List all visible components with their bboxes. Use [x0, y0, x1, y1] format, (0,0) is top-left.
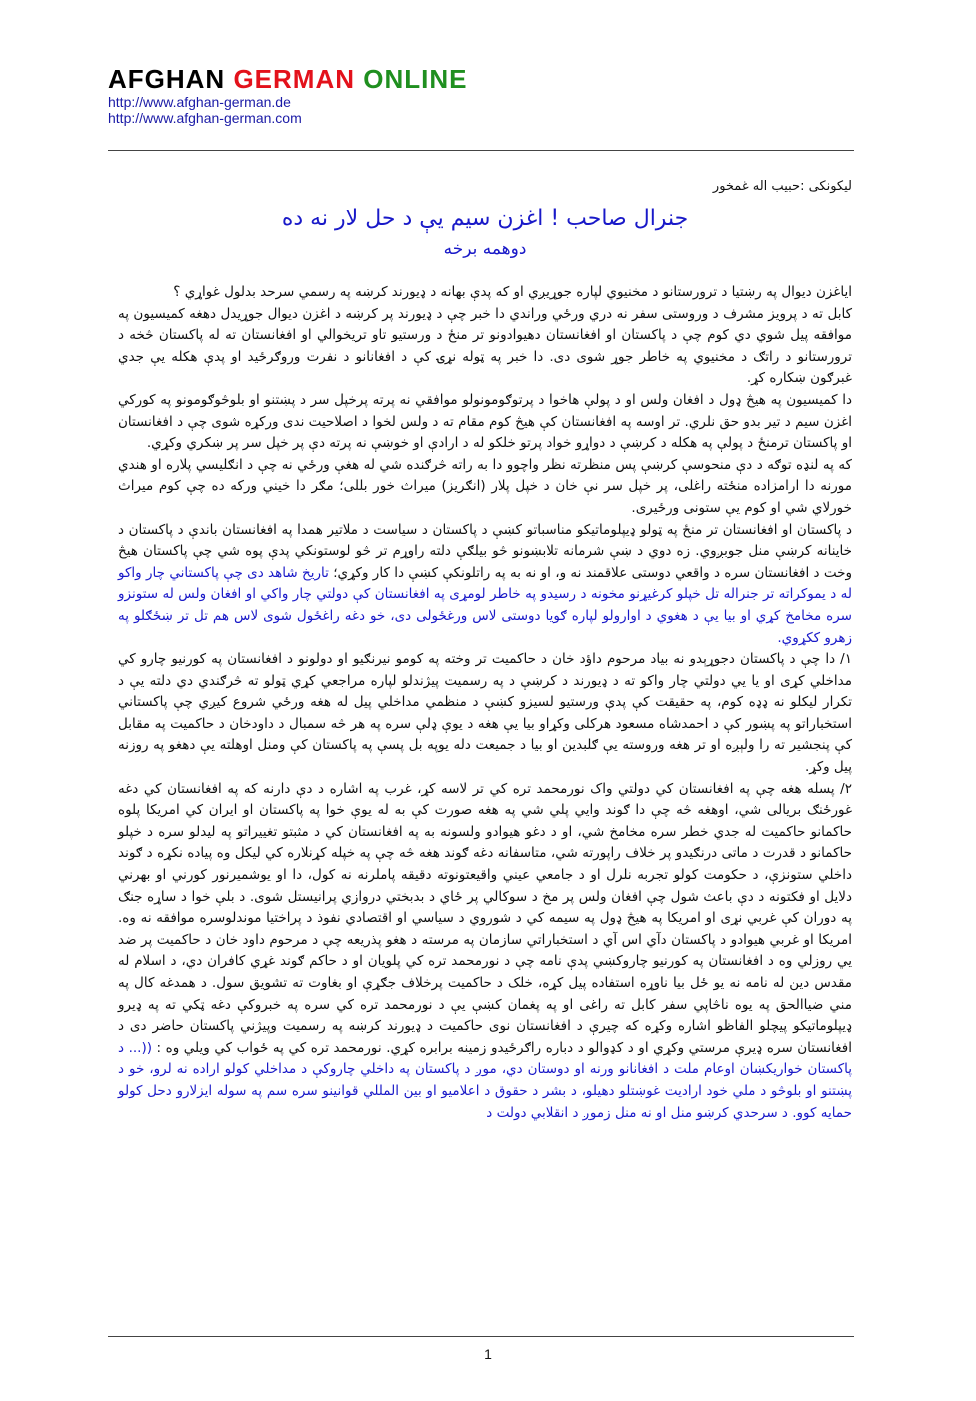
paragraph-quote: ((... د پاکستان خواريکښان اوعام ملت د افغانانو ورنه او دوستان دي، موږ د پاکستان په داخلي چاروکې د مداخلي کولو اراده نه لرو، خو د پښتنو او بلوڅو د ملي خود ارادیت غوښتلو دهيلو، د بشر د حقوق د اعلاميو او بين المللي قوانينو سره سم په سوله ايزلارو دحل کولو حمايه کوو. د سرحدي کرښو منل او نه منل زموږ د انقلابي دولت د	[118, 1039, 852, 1121]
paragraph-5	[118, 520, 852, 650]
site-logo	[108, 64, 868, 94]
paragraph-text: دا کميسيون په هيڅ ډول د افغان ولس او د پولې هاخوا د پرتوګومونولو موافقي نه پرته پرخپل سر د پښتنو او بلوڅوګومونو په کورکي اغزن سيم د تير بدو حق نلري. تر اوسه په افغانستان کې هيڅ کوم مقام ته د ولس لخوا د اصلاحيت ندی ورکړه شوی چې د افغانستان او پاکستان ترمنځ د پولې په هکله د کرښې د دواړو خواد پرتو خلکو له د ارادې او خوښې نه پرته دې پر خپل سر پر ښکري وکړي.	[118, 391, 852, 452]
url-de-link[interactable]: http://www.afghan-german.de	[108, 94, 291, 110]
paragraph-text: اياغزن ديوال په رښتيا د ترورستانو د مخنيوي لپاره جوړيږي او که پدې بهانه د ډيورند کرښه په رسمي سرحد بدلول غواړي ؟	[173, 284, 852, 300]
paragraph-4	[118, 455, 852, 520]
paragraph-text: که په لنډه توګه د دې منحوسې کرښې پس منظرته نظر واچوو دا به راته څرګنده شي له هغې ورځي نه چې د انګليسي پلاره او هندي مورنه دا ارامزاده منځته راغلی، پر خپل سر نې خان د خپل پلار (انګريز) ميراث خور بللی؛ مګر دا خيني ورکه ده چې کوم ميراث خورلاي شي او کوم يې ستونی ورځيری.	[118, 456, 852, 516]
page-number: 1	[484, 1346, 492, 1362]
paragraph-text: ۱/ دا چې د پاکستان دجوړېدو نه بياد مرحوم داؤد خان د حاکميت تر وخته په کومو نيرنګيو او دولونو د افغانستان په کورنيو چارو کي مداخلي کړی او يا يي دولتي چار واکو ته د ډيورند د کرښې د په رسميت پيژندلو لپاره مراجعي کړي ټولو ته څرګندي دي دلته يې د تکرار ليکلو نه ډډه کوم، په حقيقت کې پدې ورستيو لسيزو کښې د منظمي مداخلي پيل له هغه ورځي شروع کيږي چې پاکستاني استخباراتو په پښور کې د احمدشاه مسعود هرکلی وکړاو بيا يې هغه د يوې ډلې سره په هر څه سمبال د داودخان د حاکميت په مقابل کې پنجشير ته را ولېږه او تر هغه وروسته يې ګلبدين او بيا د جميعت دله يوپه بل پسې په پاکستان کې ومنل اوهلته يې دهغو په روزنه پيل وکړ.	[118, 651, 852, 776]
article-subtitle: دوهمه برخه	[443, 239, 527, 259]
header-divider	[108, 150, 854, 151]
paragraph-1	[118, 282, 852, 304]
paragraph-text: ۲/ پسله هغه چې په افغانستان کي دولتي واک نورمحمد تره کي تر لاسه کړ، غرب په اشاره د دې دارنه که په افغانستان کي دغه غورځنګ بريالی شي، اوهغه څه چې دا ګوند وايي پلي شي په هغه صورت کې به له يوې خوا په پاکستان او ايران کي امريکا پلوه حاکمانو حاکميت له جدي خطر سره مخامخ شي، او د دغو هيوادو ولسونه به په افغانستان کي د مثبتو تغييراتو په ليدلو سره د خپلو حاکمانو د قدرت د ماتی درنګيدو پر خلاف راپورته شي، متاسفانه دغه ګوند هغه څه چې په خپله کړنلاره کي ليکل وه پياده نکړه د ګوند داخلي ستونزې، د حکومت کولو تجربه نلرل او د جامعي عيني واقيعتونوته دقيقه پاملرنه نه کول، دا او يوشميرنور کورني او بهرني دلايل او فکتونه د دې باعث شول چې افغان ولس پر مخ د سوکالي پر ځاي د بدبختي دروازي پرانيستل شوی. د بلې خوا د ساړه جنګ په دوران کې غربي نړی او امريکا په هيڅ ډول په سيمه کي د شوروي د سياسي او اقتصادي نفوذ د پراختيا موندلوسره موافقه نه وه. امريکا او غربي هيوادو د پاکستان دآي اس آي د استخباراتي سازمان په مرسته د هغو پذريعه چې د مرحوم داود خان د حاکميت پر ضد يي روزلي وه د افغانستان په کورنيو چاروکښي پدې نامه چې د نورمحمد تره کي پلويان او د حاکم ګوند غړي کافران دي، د اسلام له مقدس دين له نامه نه يو ځل بيا ناوړه استفاده پيل کړه، خلک د حاکميت پرخلاف جګړې او بغاوت ته تشويق سول. د همدغه کال په مني ضياالحق په يوه ناڅاپي سفر کابل ته راغی او په پغمان کښې يې د نورمحمد تره کي سره په خبروکې دغه ټکي ته په ډيرو ډيپلوماتيکو پيچلو الفاظو اشاره وکړه که چيرې د افغانستان نوی حاکميت د ډيورند کرښه په رسميت وپيژني پاکستان حاضر دی د افغانستان سره ډيرې مرستي وکړي او د کډوالو د دباره راګرځيدو زمينه برابره کړي. نورمحمد تره کي په ځواب کي ويلي وه :	[118, 780, 852, 1056]
brand-afghan: AFGHAN	[108, 64, 226, 94]
article	[118, 176, 852, 1124]
paragraph-text: کابل ته د پرويز مشرف د وروستی سفر نه دري ورځي وراندي دا خبر چې د ډيورند پر کرښه د اغزن ديوال جوړيدل دهغه کميسيون په موافقه پيل شوي دي کوم چې د پاکستان او افغانستان دهيوادونو تر منځ د ورستيو تاو تريخوالي او افغانستان ته له پاکستان څخه د ترورستانو د راتګ د مخنيوي په خاطر جوړ شوی دی. دا خبر په ټوله نړۍ کې د افغانانو د نفرت وروګرځيد او پدې هکله يې جدي غبرګون ښکاره کړ.	[118, 305, 852, 387]
paragraph-6	[118, 649, 852, 779]
brand-online: ONLINE	[363, 64, 468, 94]
paragraph-3	[118, 390, 852, 455]
article-body	[118, 282, 852, 1124]
site-header	[108, 64, 868, 126]
brand-german: GERMAN	[233, 64, 356, 94]
article-title: جنرال صاحب ! اغزن سيم يې د حل لار نه ده	[281, 206, 689, 231]
url-com-link[interactable]: http://www.afghan-german.com	[108, 110, 302, 126]
paragraph-7	[118, 779, 852, 1125]
paragraph-highlight: تاريخ شاهد دی چې پاکستاني چار واکو له د يموکراته تر جنراله تل خپلو کرغيړنو مخونه د رسيدو په خاطر لومړی په افغانستان کې دولتي چار واکي او افغان ولس له ستونزو سره مخامخ کړي او بيا يې د هغوي د اوارولو لپاره ګويا دوستی لاس ورغځولی دی، خو دغه راغځول شوی لاس هم تل تر ښځګلو په زهرو ککړوي.	[118, 564, 852, 646]
paragraph-2	[118, 304, 852, 390]
paragraph-text: د پاکستان او افغانستان تر منځ په ټولو ډيپلوماتيکو مناسباتو کښې د پاکستان د سياست د ملاتير همدا په افغانستان باندې د پاکستان د خاينانه کرښې منل جوبږوي. زه دوي د ښې شرمانه تلابښونو څو بيلګې دلته راوړم تر څو لوستونکي پدې پوه شي چې پاکستان هيڅ وخت د افغانستان سره د واقعي دوستی علاقمند نه و، او نه به په راتلونکې کښې دا کار وکړي؛	[118, 521, 853, 581]
footer-divider	[108, 1336, 854, 1337]
article-author: ليکونکی :حبيب اله غمخور	[712, 179, 852, 194]
